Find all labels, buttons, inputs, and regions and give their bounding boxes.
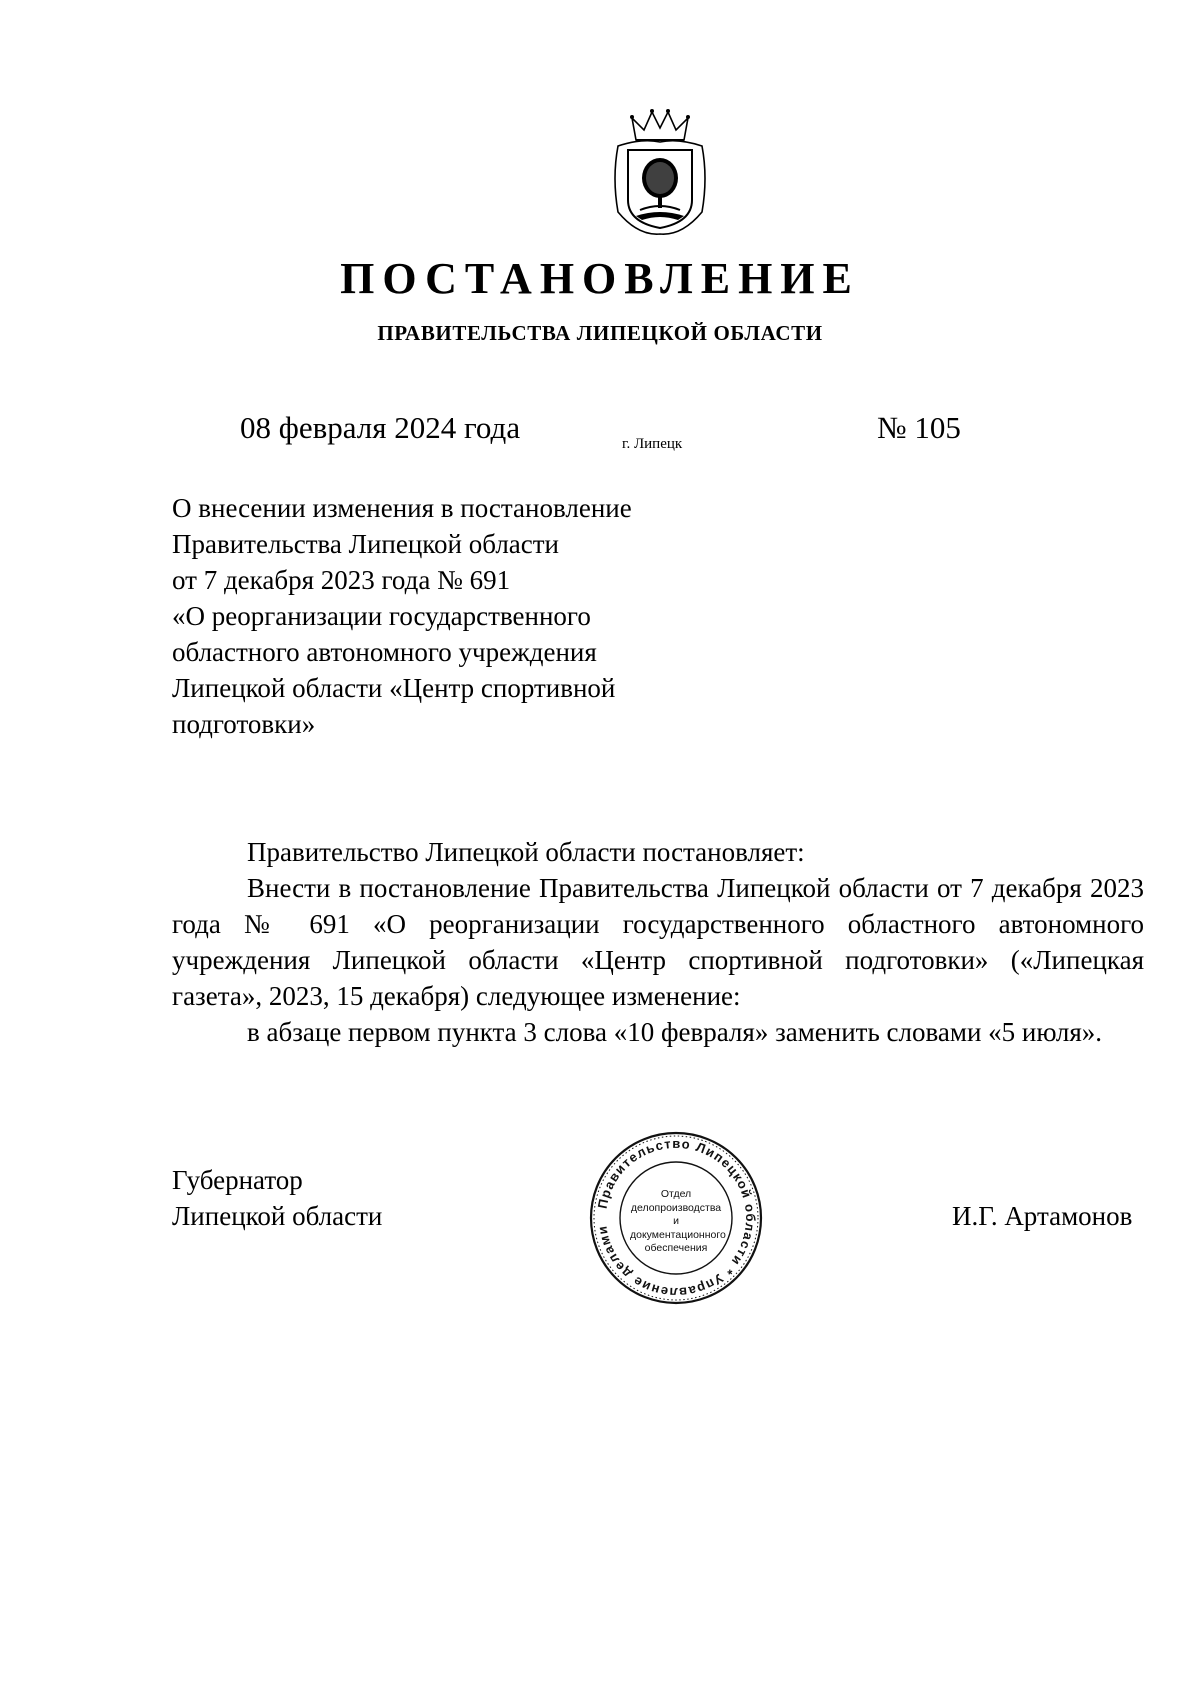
- heading-line: областного автономного учреждения: [172, 637, 597, 667]
- body-change: в абзаце первом пункта 3 слова «10 февраля» заменить словами «5 июля».: [247, 1017, 1103, 1047]
- position-line: Губернатор: [172, 1165, 303, 1195]
- document-title: ПОСТАНОВЛЕНИЕ: [340, 254, 860, 303]
- document-city: г. Липецк: [622, 436, 683, 452]
- heading-line: подготовки»: [172, 709, 316, 739]
- document-subtitle: ПРАВИТЕЛЬСТВА ЛИПЕЦКОЙ ОБЛАСТИ: [377, 321, 823, 345]
- stamp-line: делопроизводства и: [630, 1201, 722, 1227]
- heading-line: О внесении изменения в постановление: [172, 493, 632, 523]
- stamp-line: документационного: [630, 1228, 726, 1241]
- document-number: № 105: [877, 410, 961, 445]
- official-stamp: [588, 1130, 764, 1306]
- document-body: [172, 834, 1144, 1050]
- stamp-line: обеспечения: [644, 1242, 708, 1254]
- document-date: 08 февраля 2024 года: [240, 410, 521, 445]
- coat-of-arms-icon: [608, 108, 712, 238]
- stamp-outer-text: Правительство Липецкой области * Управление делами: [594, 1135, 759, 1301]
- signatory-name: И.Г. Артамонов: [952, 1201, 1133, 1231]
- position-line: Липецкой области: [172, 1201, 383, 1231]
- heading-line: «О реорганизации государственного: [172, 601, 591, 631]
- body-paragraph: Внести в постановление Правительства Липецкой области от 7 декабря 2023 года № 691 «О реорганизации государственного областного автономного учреждения Липецкой области «Центр спортивной подготовки» («Липецкая газета», 2023, 15 декабря) следующее изменение:: [172, 873, 1144, 1011]
- stamp-inner-text: [630, 1188, 726, 1256]
- heading-line: Липецкой области «Центр спортивной: [172, 673, 616, 703]
- heading-line: Правительства Липецкой области: [172, 529, 560, 559]
- heading-line: от 7 декабря 2023 года № 691: [172, 565, 511, 595]
- signatory-position: [172, 1162, 382, 1234]
- stamp-line: Отдел: [660, 1188, 692, 1200]
- body-intro: Правительство Липецкой области постановляет:: [247, 837, 805, 867]
- document-heading: [172, 490, 712, 742]
